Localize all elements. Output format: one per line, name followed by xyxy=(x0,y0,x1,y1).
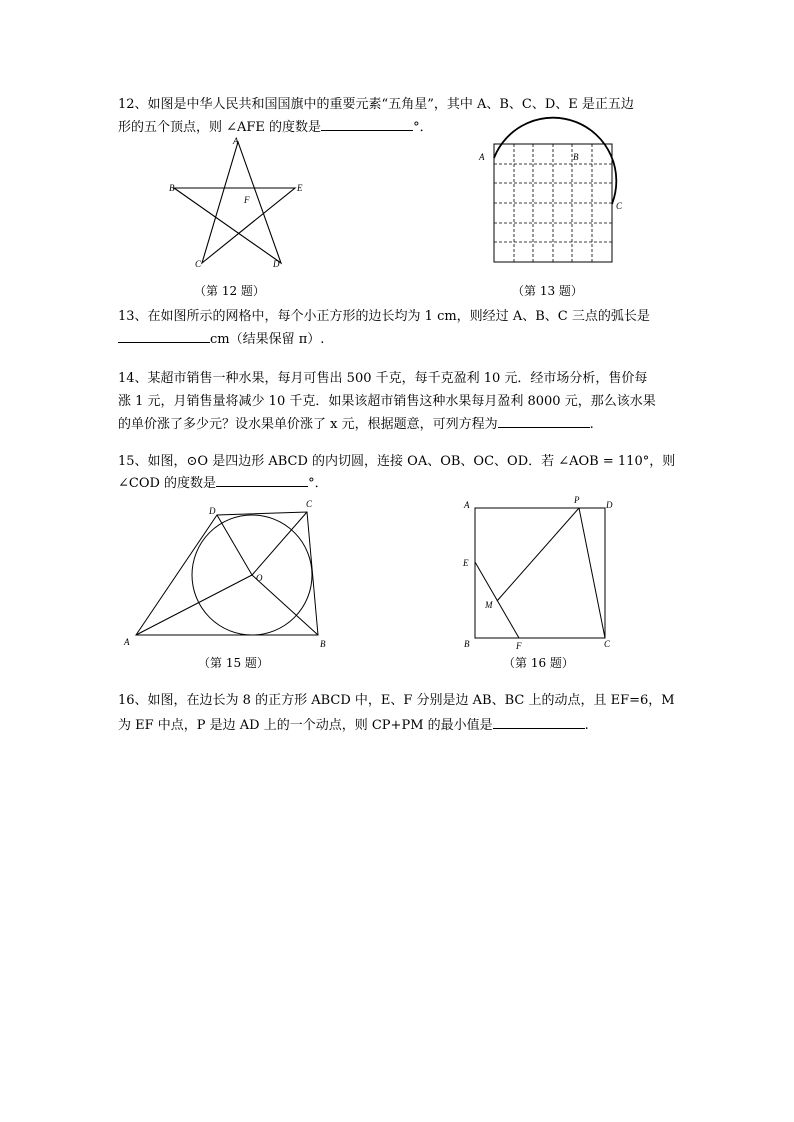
label-A: A xyxy=(124,637,130,647)
label-A: A xyxy=(479,152,485,162)
label-B: B xyxy=(169,183,175,193)
q14-line3 xyxy=(118,415,594,434)
label-P: P xyxy=(574,495,580,505)
q12-line2-end: °． xyxy=(413,120,433,135)
q14-line2: 涨 1 元，月销售量将减少 10 千克．如果该超市销售这种水果每月盈利 8000 元，那么该水果 xyxy=(118,394,656,409)
q16-line2-end: . xyxy=(584,718,589,733)
q16-caption: （第 16 题） xyxy=(503,656,574,670)
q16-line2 xyxy=(118,716,589,735)
q12-line1: 12、如图是中华人民共和国国旗中的重要元素“五角星”，其中 A、B、C、D、E 是正五边 xyxy=(118,97,634,112)
segment-MP xyxy=(497,508,579,601)
square-figure xyxy=(458,495,628,655)
arc-ABC xyxy=(494,118,616,204)
square-ABCD xyxy=(475,508,605,638)
label-C: C xyxy=(195,259,202,269)
segment-PC xyxy=(579,508,605,638)
segment-EF xyxy=(475,562,519,638)
label-C: C xyxy=(306,499,313,509)
label-D: D xyxy=(273,259,280,269)
q12-answer-blank[interactable] xyxy=(321,118,413,131)
q15-answer-blank[interactable] xyxy=(216,474,308,487)
label-E: E xyxy=(297,183,303,193)
q15-line1: 15、如图，⊙O 是四边形 ABCD 的内切圆，连接 OA、OB、OC、OD．若 ∠AOB = 110°，则 xyxy=(118,454,676,469)
q14-answer-blank[interactable] xyxy=(498,415,590,428)
label-O: O xyxy=(256,573,263,583)
q13-line1: 13、在如图所示的网格中，每个小正方形的边长均为 1 cm，则经过 A、B、C 三点的弧长是 xyxy=(118,309,650,324)
segments xyxy=(475,508,605,638)
q15-line2 xyxy=(118,474,328,493)
q14-line3-text: 的单价涨了多少元？设水果单价涨了 x 元，根据题意，可列方程为 xyxy=(118,417,498,432)
q16-line1: 16、如图，在边长为 8 的正方形 ABCD 中，E、F 分别是边 AB、BC 上的动点，且 EF=6，M xyxy=(118,693,675,708)
q13-line2 xyxy=(118,330,324,349)
label-A: A xyxy=(233,136,239,146)
label-A: A xyxy=(464,500,470,510)
q12-caption: （第 12 题） xyxy=(194,284,265,298)
label-F: F xyxy=(516,641,522,651)
q13-line2-text: cm（结果保留 π）. xyxy=(210,332,325,347)
label-C: C xyxy=(616,201,623,211)
grid-figure xyxy=(475,140,635,270)
q15-line2-text: ∠COD 的度数是 xyxy=(118,476,217,491)
label-B: B xyxy=(464,639,470,649)
q16-line2-text: 为 EF 中点，P 是边 AD 上的一个动点，则 CP+PM 的最小值是 xyxy=(118,718,493,733)
pentagram-star xyxy=(174,142,295,263)
q14-line3-end: . xyxy=(589,417,594,432)
incircle-figure xyxy=(118,495,338,655)
q15-line2-end: °． xyxy=(308,476,328,491)
label-B: B xyxy=(573,152,579,162)
q16-answer-blank[interactable] xyxy=(493,716,585,729)
q12-line2-text: 形的五个顶点，则 ∠AFE 的度数是 xyxy=(118,120,322,135)
grid-lines xyxy=(494,144,612,262)
label-D: D xyxy=(606,500,613,510)
label-M: M xyxy=(485,600,493,610)
pentagram-figure xyxy=(160,132,320,272)
label-E: E xyxy=(463,558,469,568)
q13-caption: （第 13 题） xyxy=(512,284,583,298)
label-B: B xyxy=(320,639,326,649)
label-D: D xyxy=(209,506,216,516)
label-C: C xyxy=(604,639,611,649)
segments-O xyxy=(136,512,318,635)
label-F: F xyxy=(244,195,250,205)
q14-line1: 14、某超市销售一种水果，每月可售出 500 千克，每千克盈利 10 元．经市场分析，售价每 xyxy=(118,371,648,386)
q13-answer-blank[interactable] xyxy=(118,330,210,343)
q15-caption: （第 15 题） xyxy=(198,656,269,670)
